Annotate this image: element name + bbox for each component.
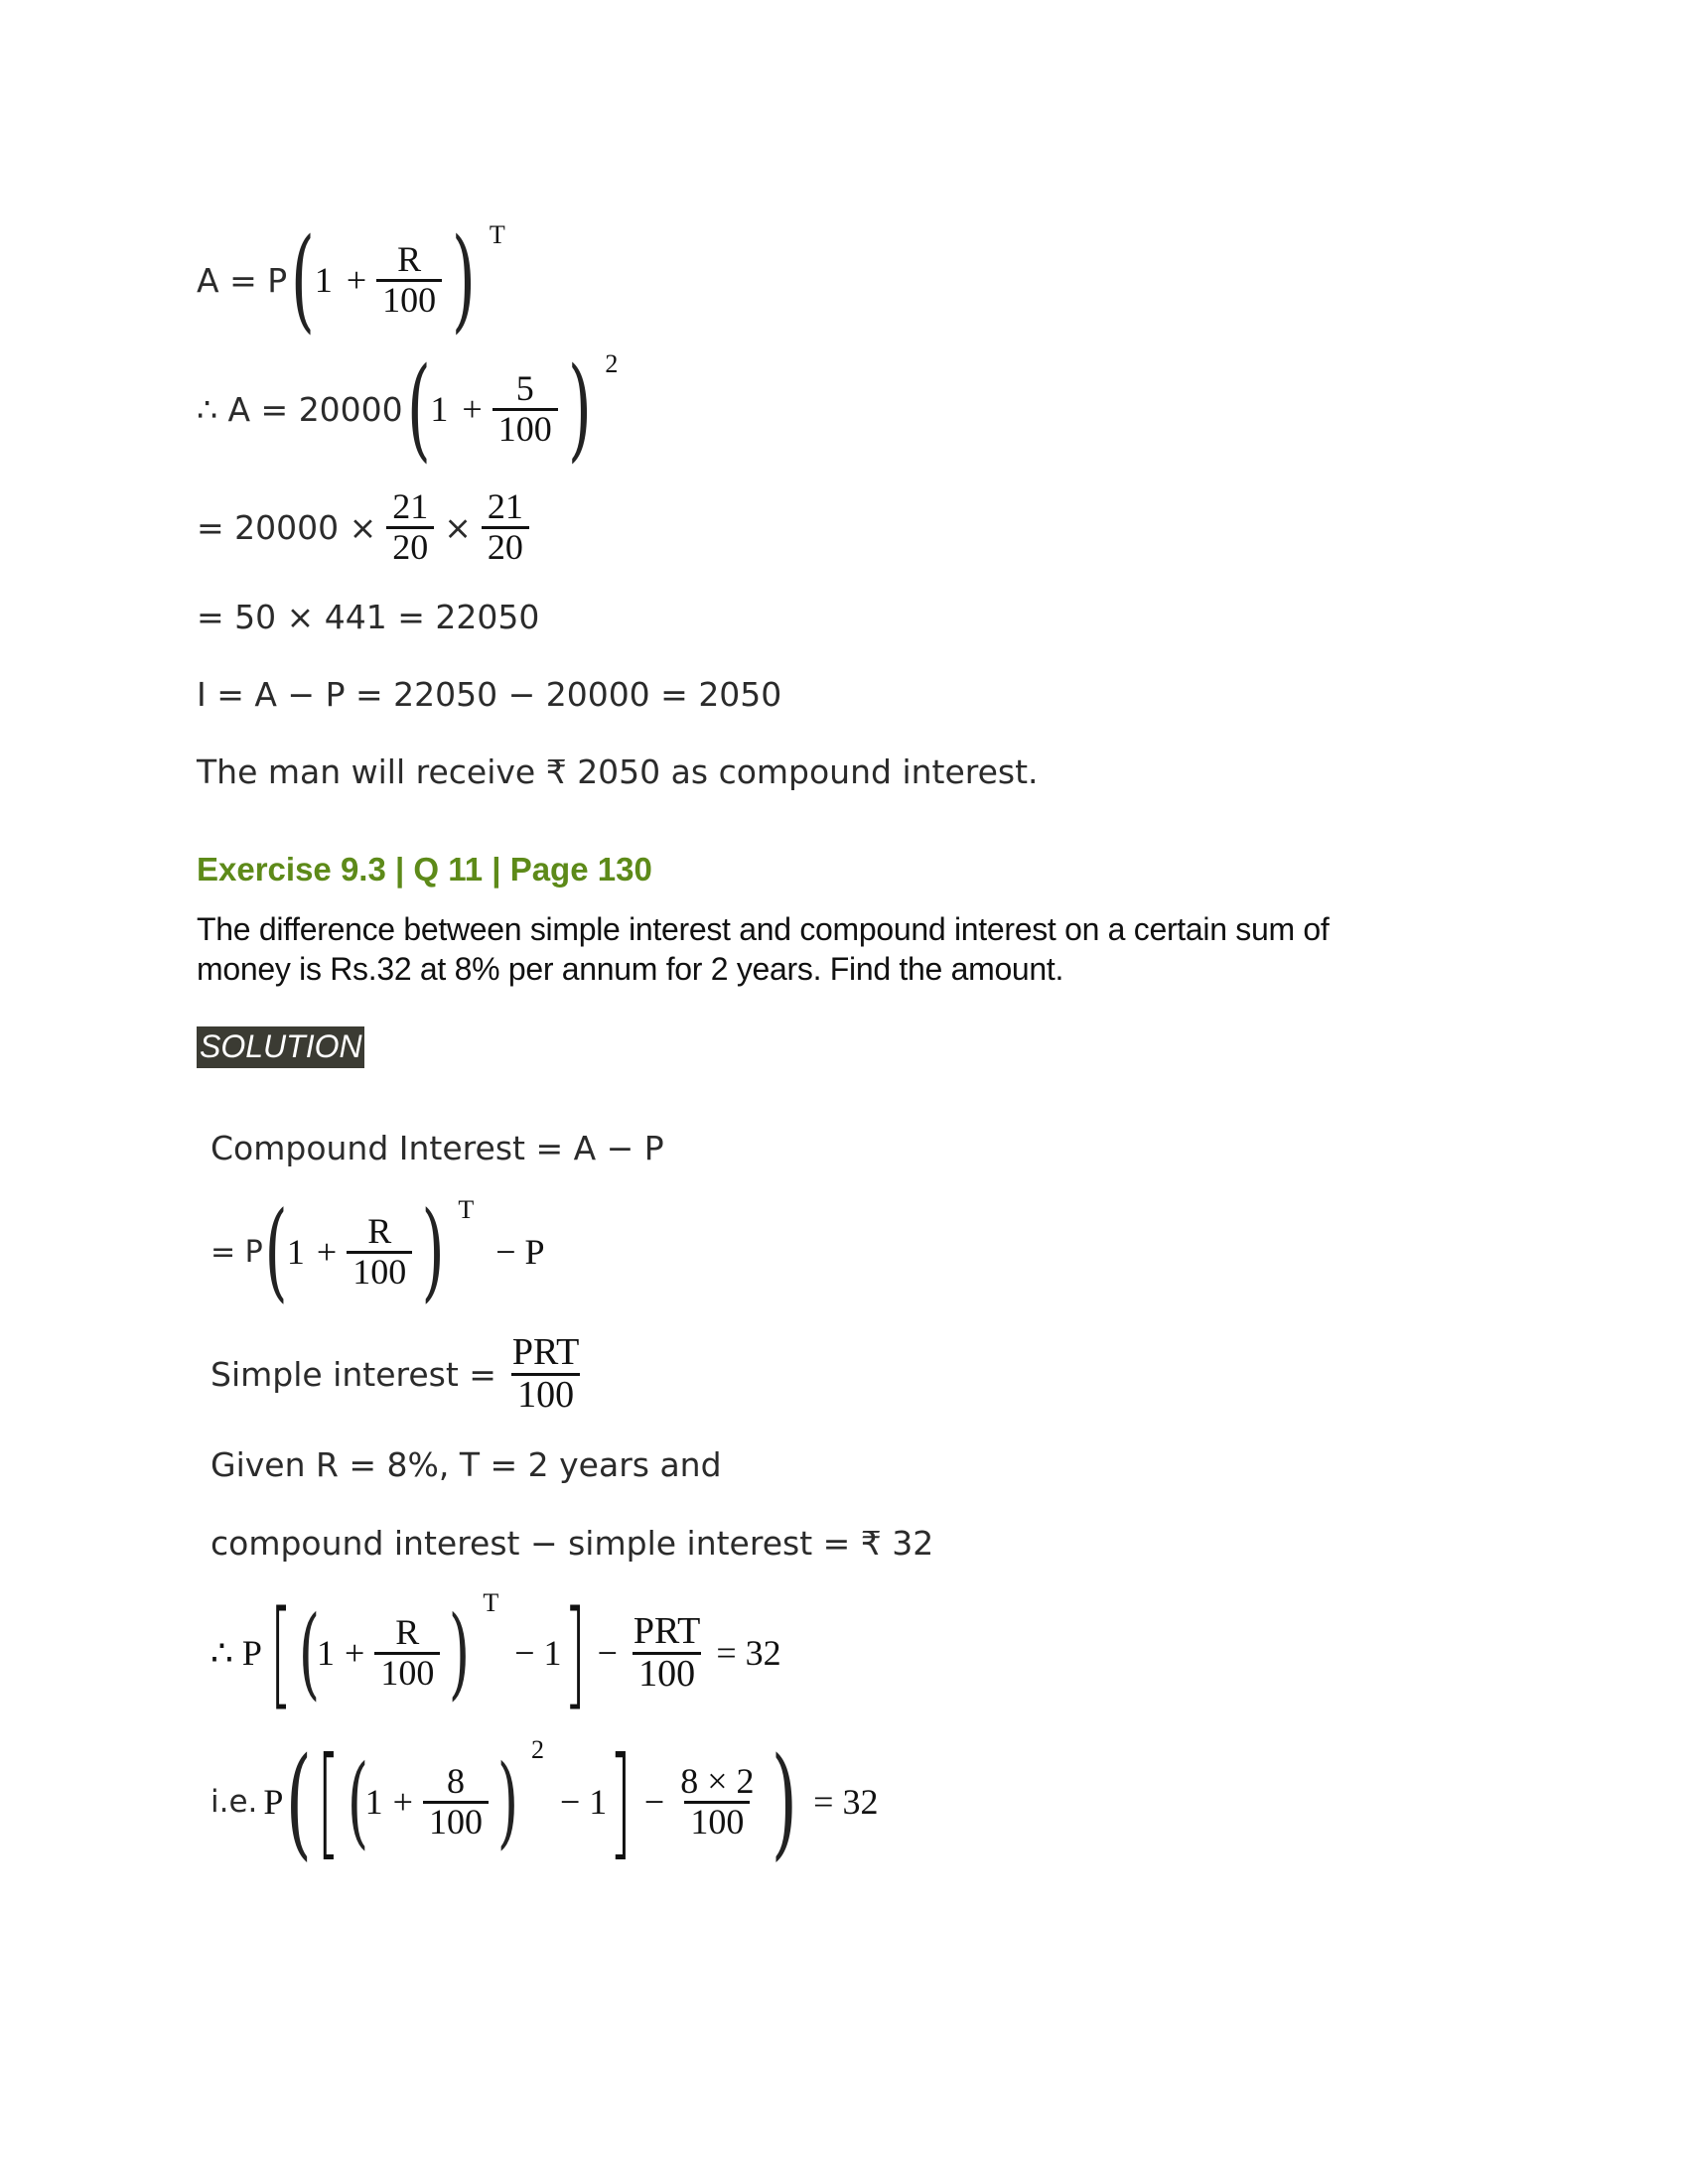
right-paren: ) bbox=[451, 215, 476, 344]
fraction-21-over-20: $\frac{21}{20}$ bbox=[386, 488, 434, 567]
fraction-5-over-100: $\frac{5}{100}$ bbox=[492, 370, 558, 449]
ci-formula: = P ( 1 + $\frac{R}{100}$ ) T − P bbox=[211, 1189, 545, 1313]
si-definition: Simple interest = $\frac{\text{PRT}}{100}$ bbox=[211, 1330, 580, 1416]
product-line: = 20000 × $\frac{21}{20}$ × $\frac{21}{20}$ bbox=[197, 475, 539, 580]
equation-general: ∴ P [ ( 1 + $\frac{R}{100}$ ) T − 1 ] − $\frac{\text{PRT}}{100}$ = 32 bbox=[211, 1584, 781, 1721]
difference-line: compound interest − simple interest = ₹ 32 bbox=[211, 1524, 934, 1563]
fraction-r-over-100: $\frac{R}{100}$ bbox=[376, 241, 442, 320]
formula-substituted: ∴ A = 20000 ( 1 + $\frac{5}{100}$ ) 2 bbox=[197, 344, 619, 474]
fraction-21-over-20: $\frac{21}{20}$ bbox=[482, 488, 529, 567]
equation-specific: i.e. P ( [ ( 1 + $\frac{8}{100}$ ) 2 − 1 ] − $\frac{8 \times 2}{100}$ ) = 32 bbox=[211, 1731, 879, 1872]
question-line-2: money is Rs.32 at 8% per annum for 2 years. Find the amount. bbox=[197, 951, 1064, 987]
ci-definition: Compound Interest = A − P bbox=[211, 1129, 664, 1167]
question-text bbox=[197, 909, 1330, 989]
solution-badge[interactable]: SOLUTION bbox=[197, 1026, 364, 1068]
question-line-1: The difference between simple interest and compound interest on a certain sum of bbox=[197, 911, 1330, 947]
result-line: = 50 × 441 = 22050 bbox=[197, 598, 540, 636]
conclusion-text: The man will receive ₹ 2050 as compound interest. bbox=[197, 752, 1039, 791]
formula-amount: A = P ( 1 + $\frac{R}{100}$ ) T bbox=[197, 215, 505, 344]
exercise-heading[interactable]: Exercise 9.3 | Q 11 | Page 130 bbox=[197, 851, 652, 887]
formula-lhs: A = P bbox=[197, 260, 288, 300]
given-line: Given R = 8%, T = 2 years and bbox=[211, 1445, 722, 1484]
interest-line: I = A − P = 22050 − 20000 = 2050 bbox=[197, 675, 782, 714]
left-paren: ( bbox=[290, 215, 315, 344]
